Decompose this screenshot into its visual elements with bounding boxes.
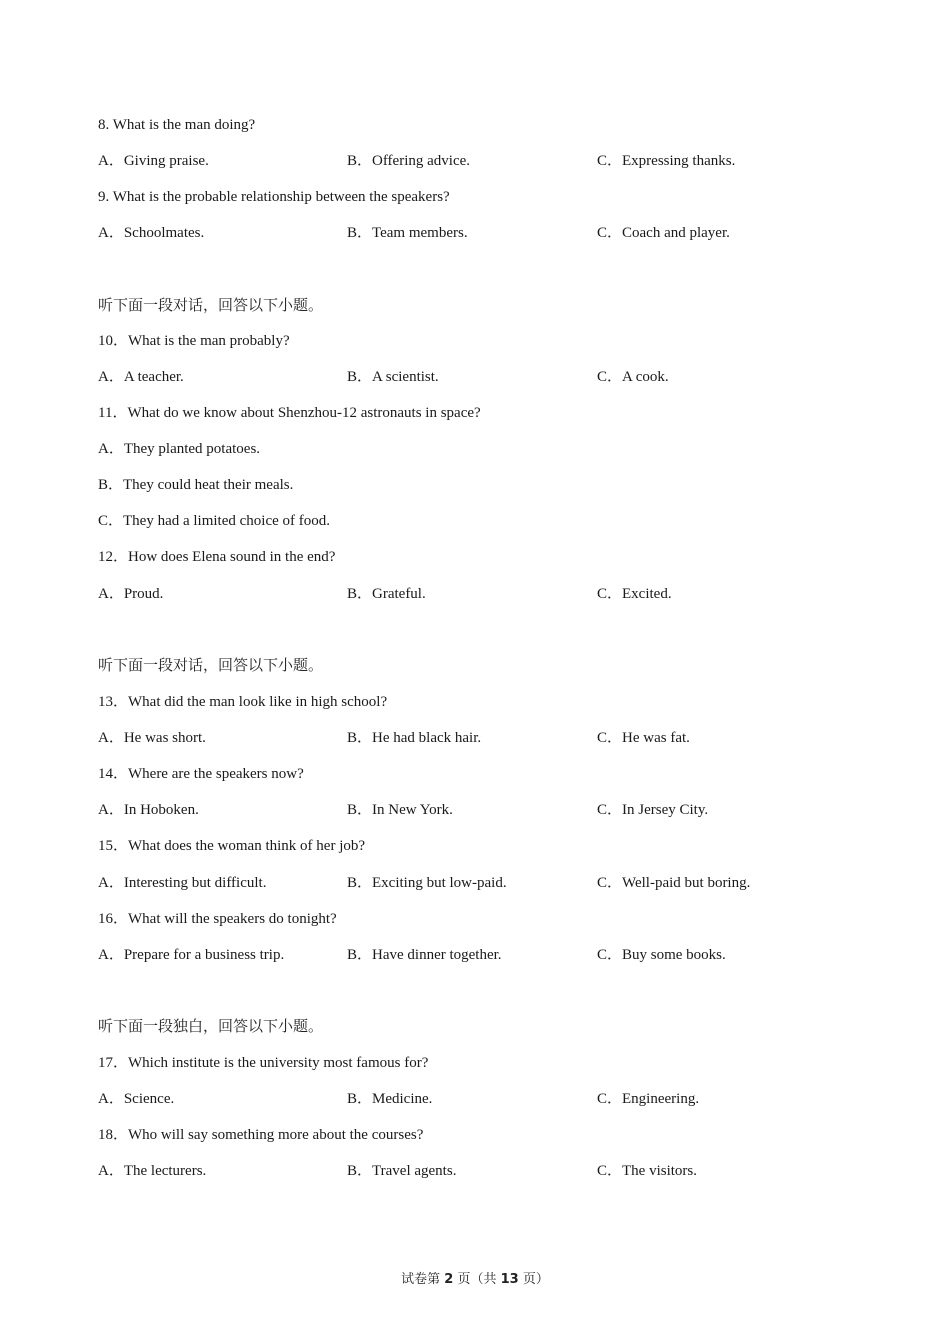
- question-17-option-b: B．Medicine.: [347, 1091, 433, 1107]
- question-18-stem: 18．Who will say something more about the courses?: [98, 1127, 424, 1143]
- question-17-option-a: A．Science.: [98, 1091, 175, 1107]
- question-17-stem: 17．Which institute is the university most famous for?: [98, 1055, 429, 1071]
- question-14-stem: 14．Where are the speakers now?: [98, 766, 304, 782]
- question-15-option-a: A．Interesting but difficult.: [98, 875, 267, 891]
- question-11-stem: 11．What do we know about Shenzhou-12 astronauts in space?: [98, 405, 481, 421]
- question-11-option-b: B．They could heat their meals.: [98, 477, 294, 493]
- footer-total-pages: 13: [500, 1272, 519, 1287]
- question-18-option-c: C．The visitors.: [597, 1163, 697, 1179]
- question-12-option-c: C．Excited.: [597, 586, 672, 602]
- question-13-option-c: C．He was fat.: [597, 730, 690, 746]
- question-18-option-a: A．The lecturers.: [98, 1163, 207, 1179]
- page-footer: [0, 1268, 950, 1287]
- question-15-option-b: B．Exciting but low-paid.: [347, 875, 507, 891]
- question-16-option-c: C．Buy some books.: [597, 947, 726, 963]
- question-18-option-b: B．Travel agents.: [347, 1163, 457, 1179]
- question-10-option-b: B．A scientist.: [347, 369, 439, 385]
- question-13-option-b: B．He had black hair.: [347, 730, 482, 746]
- question-10-option-a: A．A teacher.: [98, 369, 184, 385]
- question-13-stem: 13．What did the man look like in high school?: [98, 694, 388, 710]
- question-8-option-c: C．Expressing thanks.: [597, 153, 736, 169]
- question-10-stem: 10．What is the man probably?: [98, 333, 290, 349]
- question-8-option-b: B．Offering advice.: [347, 153, 471, 169]
- footer-suffix: 页）: [518, 1272, 549, 1287]
- question-17-option-c: C．Engineering.: [597, 1091, 700, 1107]
- footer-prefix: 试卷第: [401, 1272, 445, 1287]
- footer-middle: 页（共: [453, 1272, 501, 1287]
- question-14-option-c: C．In Jersey City.: [597, 802, 709, 818]
- question-13-option-a: A．He was short.: [98, 730, 206, 746]
- question-16-stem: 16．What will the speakers do tonight?: [98, 911, 337, 927]
- section-instruction-2: 听下面一段对话，回答以下小题。: [98, 656, 324, 674]
- question-10-option-c: C．A cook.: [597, 369, 669, 385]
- section-instruction-3: 听下面一段独白，回答以下小题。: [98, 1017, 324, 1035]
- question-8-option-a: A．Giving praise.: [98, 153, 209, 169]
- question-9-stem: 9. What is the probable relationship between the speakers?: [98, 189, 450, 205]
- question-8-stem: 8. What is the man doing?: [98, 117, 256, 133]
- question-16-option-a: A．Prepare for a business trip.: [98, 947, 285, 963]
- question-9-option-b: B．Team members.: [347, 225, 468, 241]
- question-11-option-a: A．They planted potatoes.: [98, 441, 261, 457]
- question-14-option-b: B．In New York.: [347, 802, 453, 818]
- question-9-option-a: A．Schoolmates.: [98, 225, 205, 241]
- question-16-option-b: B．Have dinner together.: [347, 947, 502, 963]
- question-12-option-b: B．Grateful.: [347, 586, 426, 602]
- question-14-option-a: A．In Hoboken.: [98, 802, 199, 818]
- section-instruction-1: 听下面一段对话，回答以下小题。: [98, 296, 324, 314]
- question-15-stem: 15．What does the woman think of her job?: [98, 838, 366, 854]
- question-15-option-c: C．Well-paid but boring.: [597, 875, 751, 891]
- question-11-option-c: C．They had a limited choice of food.: [98, 513, 331, 529]
- question-9-option-c: C．Coach and player.: [597, 225, 730, 241]
- footer-page-number: 2: [444, 1272, 454, 1287]
- question-12-stem: 12．How does Elena sound in the end?: [98, 549, 336, 565]
- question-12-option-a: A．Proud.: [98, 586, 164, 602]
